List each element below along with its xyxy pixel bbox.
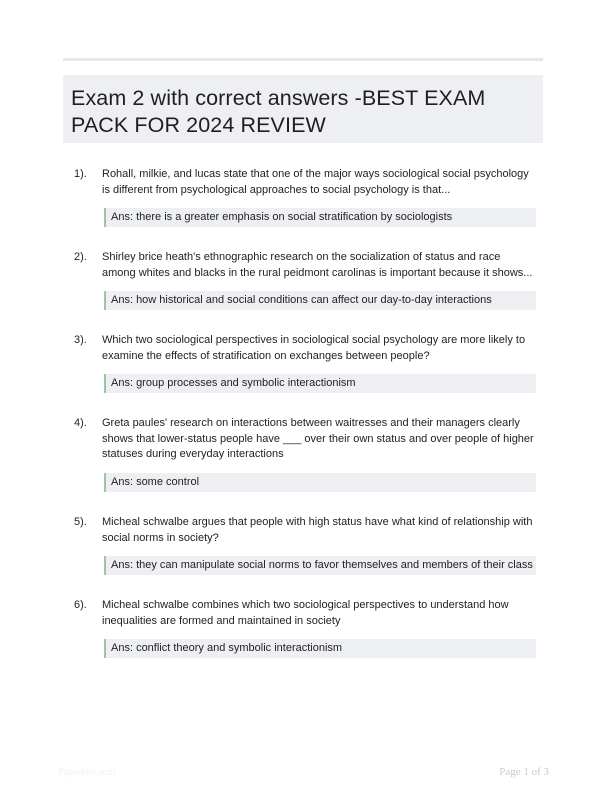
title-banner — [63, 75, 543, 143]
question-number: 5). — [74, 516, 87, 528]
question-number: 2). — [74, 251, 87, 263]
question-number: 3). — [74, 334, 87, 346]
answer-box: Ans: some control — [104, 473, 536, 492]
answer-box: Ans: they can manipulate social norms to favor themselves and members of their class — [104, 556, 536, 575]
watermark-text: Paperbite.com — [58, 767, 116, 778]
question-text: Greta paules' research on interactions between waitresses and their managers clearly shows that lower-status people have ___ over their own status and over people of higher statuses during everyday interactions — [102, 417, 534, 460]
header-divider — [63, 58, 543, 61]
question-text: Micheal schwalbe combines which two sociological perspectives to understand how inequalities are formed and maintained in society — [102, 599, 509, 627]
page-number: Page 1 of 3 — [499, 766, 549, 778]
question-number: 4). — [74, 417, 87, 429]
question-text: Micheal schwalbe argues that people with high status have what kind of relationship with social norms in society? — [102, 516, 533, 544]
question-text: Which two sociological perspectives in sociological social psychology are more likely to examine the effects of stratification on exchanges between people? — [102, 334, 526, 362]
page-title: Exam 2 with correct answers -BEST EXAM PACK FOR 2024 REVIEW — [71, 86, 486, 137]
answer-box: Ans: there is a greater emphasis on social stratification by sociologists — [104, 208, 536, 227]
question-text: Rohall, milkie, and lucas state that one of the major ways sociological social psychology is different from psychological approaches to social psychology is that... — [102, 168, 529, 196]
question-number: 1). — [74, 168, 87, 180]
answer-box: Ans: group processes and symbolic interactionism — [104, 374, 536, 393]
answer-box: Ans: conflict theory and symbolic interactionism — [104, 639, 536, 658]
answer-box: Ans: how historical and social conditions can affect our day-to-day interactions — [104, 291, 536, 310]
question-number: 6). — [74, 599, 87, 611]
question-text: Shirley brice heath's ethnographic research on the socialization of status and race among whites and blacks in the rural peidmont carolinas is important because it shows... — [102, 251, 533, 279]
